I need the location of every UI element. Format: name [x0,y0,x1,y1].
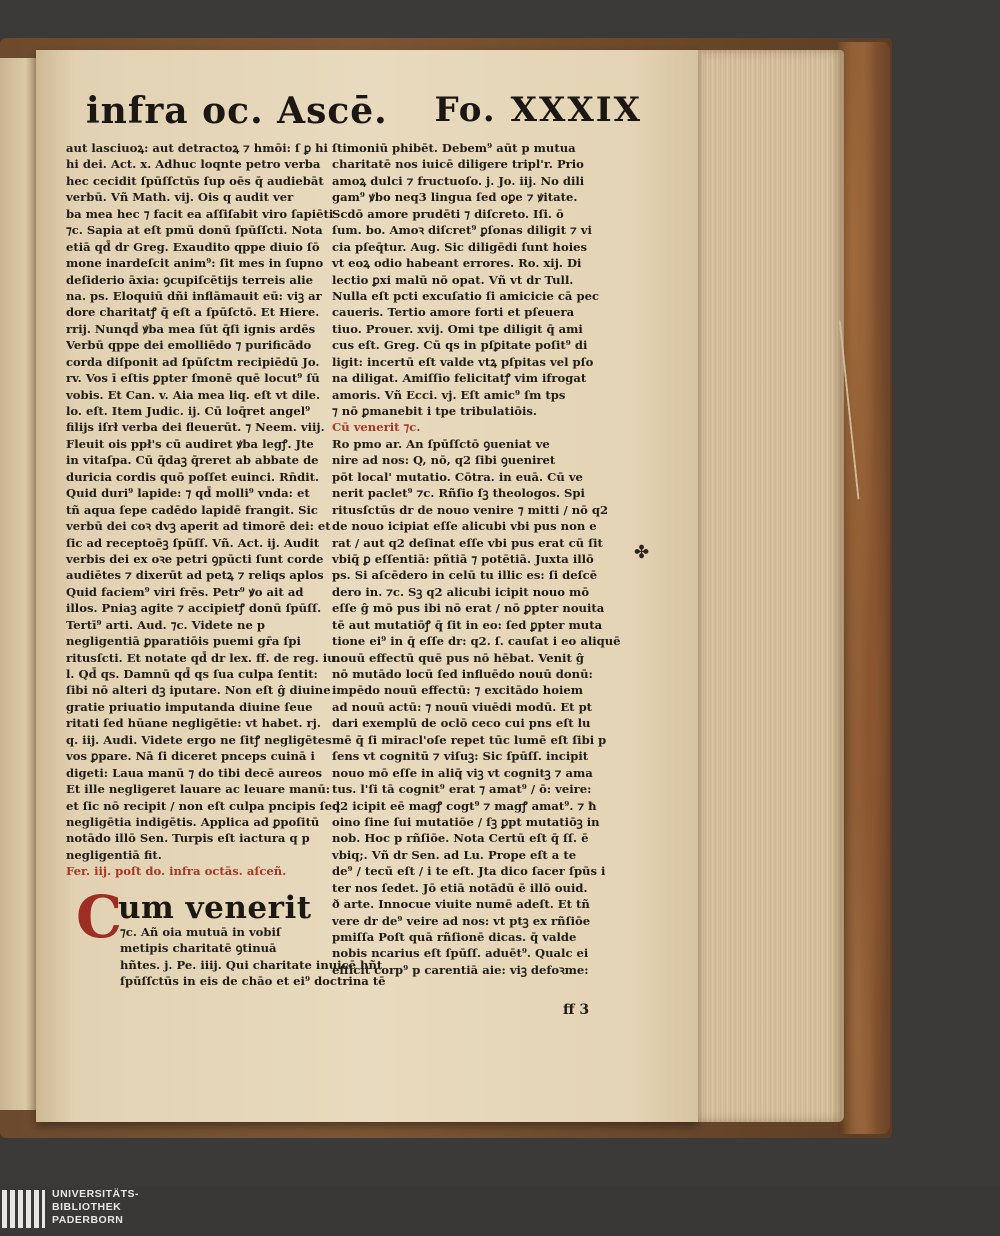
text-line: notādo illō Sen. Turpis eſt iactura q p [66,831,310,846]
text-line: ⁊c. Sapia at eſt pmū donū ſpūſſcti. Nota [66,223,323,238]
footer-bar [0,1186,1000,1236]
library-logo-icon [0,1190,46,1228]
text-line: corda diſponit ad ſpūſctm recipiēdū Jo. [66,354,320,369]
text-line: nō mutādo locū ſed influēdo nouū donū: [332,667,593,681]
text-line: rat / aut q2 deſinat eſſe vbi pus erat cū ſit [332,535,603,550]
text-line: ſibi nō alteri dꝫ iputare. Non eſt ĝ diuine [66,683,331,698]
text-line: deſiderio āxia: ꝯcupiſcētijs terreis alie [66,272,314,287]
text-line: ſens vt cognitū ⁊ viſuꝫ: Sic ſpūſſ. incipit [332,749,589,764]
text-line: Nulla eſt pcti excuſatio ſi amicicie cā pec [332,288,600,303]
text-line: vbiq̄ ꝑ eſſentiā: pñtiā ⁊ potētiā. Juxta illō [332,551,594,566]
text-line: filijs iſrł verba dei fleuerūt. ⁊ Neem. viij. [66,420,325,435]
text-line: ba mea hec ⁊ facit ea aſſiſabit viro ſapiēti [66,206,334,221]
text-line: duricia cordis quō poſſet euinci. Rn̄dit. [66,469,320,484]
text-line: vt eoꝝ odio habeant errores. Ro. xij. Di [332,256,582,271]
text-line: na diligat. Amiſſio felicitatꝭ vim ifrogat [332,371,587,386]
text-line: negligentiā ꝑparatiōis puemi gr̄a ſpi [66,634,301,649]
text-line: illos. Pniaꝫ agite ⁊ accipietꝭ donū ſpūſſ. [66,601,322,616]
ink-blot-icon: ✤ [634,542,650,563]
text-line: eſſe ĝ mō pus ibi nō erat / nō ꝑpter nouita [332,601,605,616]
text-line: ⁊c. Añ oia mutuā in vobiſ [120,925,281,939]
library-logo-text [52,1188,139,1227]
page-fore-edge [694,50,844,1122]
text-line: efficit corp⁹ p carentiā aie: viꝫ defoꝛme: [332,962,589,977]
text-line: pmiſſa Poſt quā rñſionē dicas. q̄ valde [332,930,577,944]
text-line: ps. Si aſcēdero in celū tu illic es: ſi deſcē [332,568,598,583]
text-line: pōt local' mutatio. Cōtra. in euā. Cū ve [332,469,583,484]
text-line: verbū. Vñ Math. vij. Ois q audit ver [66,190,294,205]
text-line: metipis charitatē ꝯtinuā [120,941,277,956]
text-column-right [332,140,621,978]
text-line: Quid faciem⁹ viri frēs. Petr⁹ ꝟo ait ad [66,584,304,599]
text-line: mē q̄ ſi miracl'oſe repet tūc lumē eſt ſibi p [332,732,607,747]
text-line: negligētia indigētis. Applica ad ꝑpoſitū [66,814,320,829]
text-line: audiētes ⁊ dixerūt ad petꝝ ⁊ reliqs aplos [66,568,324,583]
text-line: etiā qd̄ dr Greg. Exaudito qppe diuio ſō [66,239,320,254]
text-line: ſum. bo. Amoꝛ diſcret⁹ ꝑſonas diligit ⁊ vi [332,223,592,238]
logo-line-2: BIBLIOTHEK [52,1201,122,1213]
text-line: impēdo nouū effectū: ⁊ excitādo hoiem [332,683,584,698]
text-line: nob. Hoc p rñſiōe. Nota Certū eſt q̄ ſſ. ē [332,831,589,846]
text-line: mone inardeſcit anim⁹: ſit mes in ſupno [66,256,324,271]
text-line: dore charitatꝭ q̄ eſt a ſpūſctō. Et Hiere. [66,305,320,320]
text-line: digeti: Laua manū ⁊ do tibi decē aureos [66,765,323,780]
text-line: Ro pmo ar. An ſpūſſctō ꝯueniat ve [332,436,550,451]
text-line: ad nouū actū: ⁊ nouū viuēdi modū. Et pt [332,699,593,714]
text-line: verbis dei ex oꝛe petri ꝯpūcti ſunt corde [66,551,324,566]
text-line: cia pſeq̄tur. Aug. Sic diligēdi ſunt hoies [332,239,588,254]
text-line: gam⁹ ꝟbo neq3 lingua ſed oꝑe ⁊ ꝟitate. [332,190,578,205]
text-line: ð arte. Innocue viuite numē adeſt. Et tñ [332,897,590,912]
book-page [36,50,698,1122]
book-cover-edge [838,42,890,1134]
text-line: Fleuit ois ppł's cū audiret ꝟba legꝭ. Jte [66,436,314,451]
text-line: tiuo. Prouer. xvij. Omi tpe diligit q̄ ami [332,321,583,336]
text-line: aut lasciuoꝝ: aut detractoꝝ ⁊ hmōi: ſ ꝑ hi [66,141,328,155]
text-column-left-tail [120,924,386,990]
text-line: ⁊ nō ꝑmanebit i tpe tribulatiōis. [332,404,537,418]
text-line: et ſic nō recipit / non eſt culpa pncipis ſed [66,798,341,813]
text-line: dari exemplū de oclō ceco cui pns eſt lu [332,716,591,731]
text-line: ligit: incertū eſt valde vtꝝ pſpitas vel pſo [332,354,594,369]
text-line: vere dr de⁹ veire ad nos: vt ptꝫ ex rñſiōe [332,913,591,928]
text-line: amoris. Vñ Ecci. vj. Eſt amic⁹ ſm tps [332,387,566,402]
decorated-initial: C [76,883,123,951]
folio-number: Fo. XXXIX [434,90,642,130]
text-line: Cū venerit ⁊c. [332,420,421,435]
text-line: Et ille negligeret lauare ac leuare manū: [66,782,331,797]
text-line: ſtimoniū phibēt. Debem⁹ aūt p mutua [332,141,576,155]
text-line: na. ps. Eloquiū dñi inflāmauit eū: viꝫ ar [66,288,322,303]
text-line: q2 icipit eē magꝭ cogt⁹ ⁊ magꝭ amat⁹. ⁊ ħ [332,798,597,813]
text-line: vbiq;. Vñ dr Sen. ad Lu. Prope eſt a te [332,847,577,862]
text-line: lo. eſt. Item Judic. ij. Cū loq̄ret angel⁹ [66,404,311,418]
text-line: rv. Vos ī eſtis ꝑpter ſmonē quē locut⁹ ſū [66,371,320,386]
text-line: oino ſine ſui mutatiōe / ſꝫ ꝑpt mutatiōꝫ in [332,814,600,829]
text-line: tñ aqua ſepe cadēdo lapidē frangit. Sic [66,502,318,517]
text-line: ter nos ſedet. Jō etiā notādū ē illō ouid. [332,880,588,895]
text-line: ritusſcti. Et notate qd̄ dr lex. ff. de reg. iu. [66,650,340,665]
text-line: vos ꝑpare. Nā ſi diceret pnceps cuinā i [66,749,315,764]
text-column-left [66,140,341,880]
text-line: charitatē nos iuicē diligere tripl'r. Prio [332,157,584,172]
text-line: vobis. Et Can. v. Aia mea liq. eſt vt dile. [66,387,321,402]
text-line: q. iij. Audi. Videte ergo ne ſitꝭ negligētes [66,732,332,747]
text-line: rrij. Nunqd̄ ꝟba mea ſūt q̄ſi ignis ardēs [66,321,316,336]
text-line: l. Qd̄ qs. Damnū qd̄ qs ſua culpa ſentit: [66,667,318,681]
text-line: nouo mō eſſe in aliq̄ viꝫ vt cognitꝫ ⁊ ama [332,765,593,780]
text-line: de⁹ / tecū eſt / i te eſt. Jta dico ſacer ſpūs i [332,864,606,879]
text-line: ritusſctūs dr de nouo venire ⁊ mitti / nō q2 [332,502,609,517]
text-line: in vitaſpa. Cū q̄daꝫ q̄reret ab abbate de [66,453,319,468]
text-line: Scdō amore prudēti ⁊ diſcreto. Iſi. ō [332,206,564,221]
text-line: lectio ꝑxi malū nō opat. Vñ vt dr Tull. [332,272,574,287]
logo-line-3: PADERBORN [52,1214,124,1226]
text-line: tē aut mutatiōꝭ q̄ ſit in eo: ſed ꝑpter muta [332,617,603,632]
section-heading: um venerit [118,890,312,926]
logo-line-1: UNIVERSITÄTS- [52,1188,140,1200]
signature-mark: ff 3 [563,1002,590,1018]
text-line: nerit paclet⁹ ⁊c. Rñſio ſꝫ theologos. Spi [332,486,585,501]
text-line: hñtes. j. Pe. iiij. Qui charitate inuicē hñt [120,957,383,972]
text-line: verbū dei coꝛ dvꝫ aperit ad timorē dei: et [66,519,331,534]
text-line: nobis ncarius eſt ſpūſſ. aduēt⁹. Qualc ei [332,946,589,961]
text-line: Quid duri⁹ lapide: ⁊ qd̄ molli⁹ vnda: et [66,486,310,501]
text-line: hi dei. Act. x. Adhuc loqnte petro verba [66,157,321,172]
text-line: caueris. Tertio amore forti et pſeuera [332,305,575,320]
text-line: cus eſt. Greg. Cū qs in pſꝑitate poſit⁹ di [332,338,588,353]
text-line: hec cecidit ſpūſſctūs ſup oēs q̄ audiebāt [66,173,324,188]
text-line: Fer. iij. poſt do. infra octās. aſceñ. [66,864,287,879]
page-header [86,90,642,140]
text-line: nire ad nos: Q, nō, q2 ſibi ꝯueniret [332,453,556,468]
running-title: infra oc. Ascē. [86,90,388,132]
text-line: amoꝝ dulci ⁊ fructuoſo. j. Jo. iij. No dili [332,173,585,188]
text-line: ſic ad receptoēꝫ ſpūſſ. Vñ. Act. ij. Audit [66,535,320,550]
text-line: negligentiā fit. [66,847,162,862]
text-line: nouū effectū quē pus nō hēbat. Venit ĝ [332,650,584,665]
text-line: de nouo icipiat eſſe alicubi vbi pus non e [332,519,597,534]
text-line: Verbū qppe dei emolliēdo ⁊ purificādo [66,338,312,353]
text-line: Tertī⁹ arti. Aud. ⁊c. Videte ne p [66,617,266,632]
text-line: ſpūſſctūs in eis de chāo et ei⁹ doctrina tē [120,974,386,989]
text-line: dero in. ⁊c. Sꝫ q2 alicubi icipit nouo mō [332,584,590,599]
text-line: tus. l'ſi tā cognit⁹ erat ⁊ amat⁹ / ō: veire: [332,782,592,797]
text-line: tione ei⁹ in q̄ eſſe dr: q2. ſ. cauſat i eo aliquē [332,634,621,649]
text-line: ritati ſed hūane negligētie: vt habet. rj. [66,716,321,731]
text-line: gratie priuatio imputanda diuine ſeue [66,699,313,714]
left-page-edge [0,58,36,1110]
